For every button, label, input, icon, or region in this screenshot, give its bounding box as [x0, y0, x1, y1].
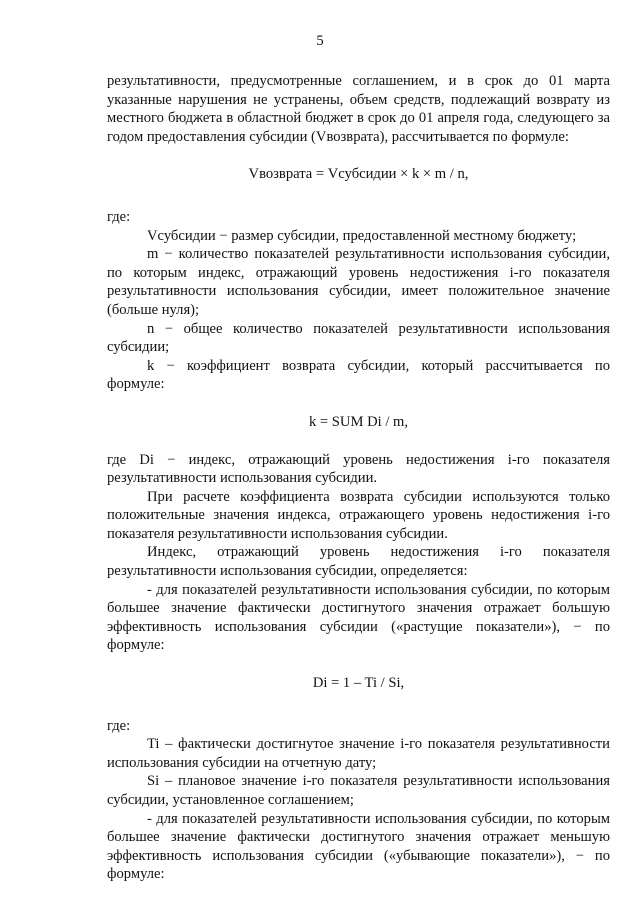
page-number: 5: [316, 33, 324, 49]
paragraph-index-determined: Индекс, отражающий уровень недостижения i-го показателя результативности использования субсидии, определяется:: [107, 544, 610, 580]
where-label-2: где:: [107, 717, 131, 734]
paragraph-growing-indicators: - для показателей результативности использования субсидии, по которым большее значение фактически достигнутого значения отражает большую эффективность использования субсидии («растущие показатели»), − по формуле:: [107, 581, 610, 654]
where-label: где:: [107, 208, 131, 225]
document-body: [107, 72, 610, 884]
definition-k: k − коэффициент возврата субсидии, который рассчитывается по формуле:: [107, 357, 610, 393]
definition-vsubsidy: Vсубсидии − размер субсидии, предоставленной местному бюджету;: [147, 227, 577, 244]
definition-si: Si – плановое значение i-го показателя результативности использования субсидии, установленное соглашением;: [107, 773, 610, 808]
definition-ti: Ti – фактически достигнутое значение i-го показателя результативности использования субсидии на отчетную дату;: [107, 736, 610, 771]
formula-return-volume: Vвозврата = Vсубсидии × k × m / n,: [248, 166, 469, 183]
formula-di: Di = 1 – Ti / Si,: [312, 675, 405, 692]
paragraph-decreasing-indicators: - для показателей результативности использования субсидии, по которым большее значение фактически достигнутого значения отражает меньшую эффективность использования субсидии («убывающие показатели»), − по формуле:: [107, 810, 610, 883]
definition-m: m − количество показателей результативности использования субсидии, по которым индекс, отражающий уровень недостижения i-го показателя результативности использования субсидии, имеет положительное значение (больше нуля);: [107, 246, 610, 318]
definition-di: где Di − индекс, отражающий уровень недостижения i-го показателя результативности использования субсидии.: [107, 451, 610, 487]
paragraph-positive-values: При расчете коэффициента возврата субсидии используются только положительные значения индекса, отражающего уровень недостижения i-го показателя результативности использования субсидии.: [107, 488, 610, 542]
definition-n: n − общее количество показателей результативности использования субсидии;: [107, 320, 610, 356]
formula-k: k = SUM Di / m,: [308, 413, 409, 430]
paragraph-continuation: результативности, предусмотренные соглашением, и в срок до 01 марта указанные нарушения не устранены, объем средств, подлежащий возврату из местного бюджета в областной бюджет в срок до 01 апреля года, следующего за годом предоставления субсидии (Vвозврата), рассчитывается по формуле:: [107, 73, 610, 145]
